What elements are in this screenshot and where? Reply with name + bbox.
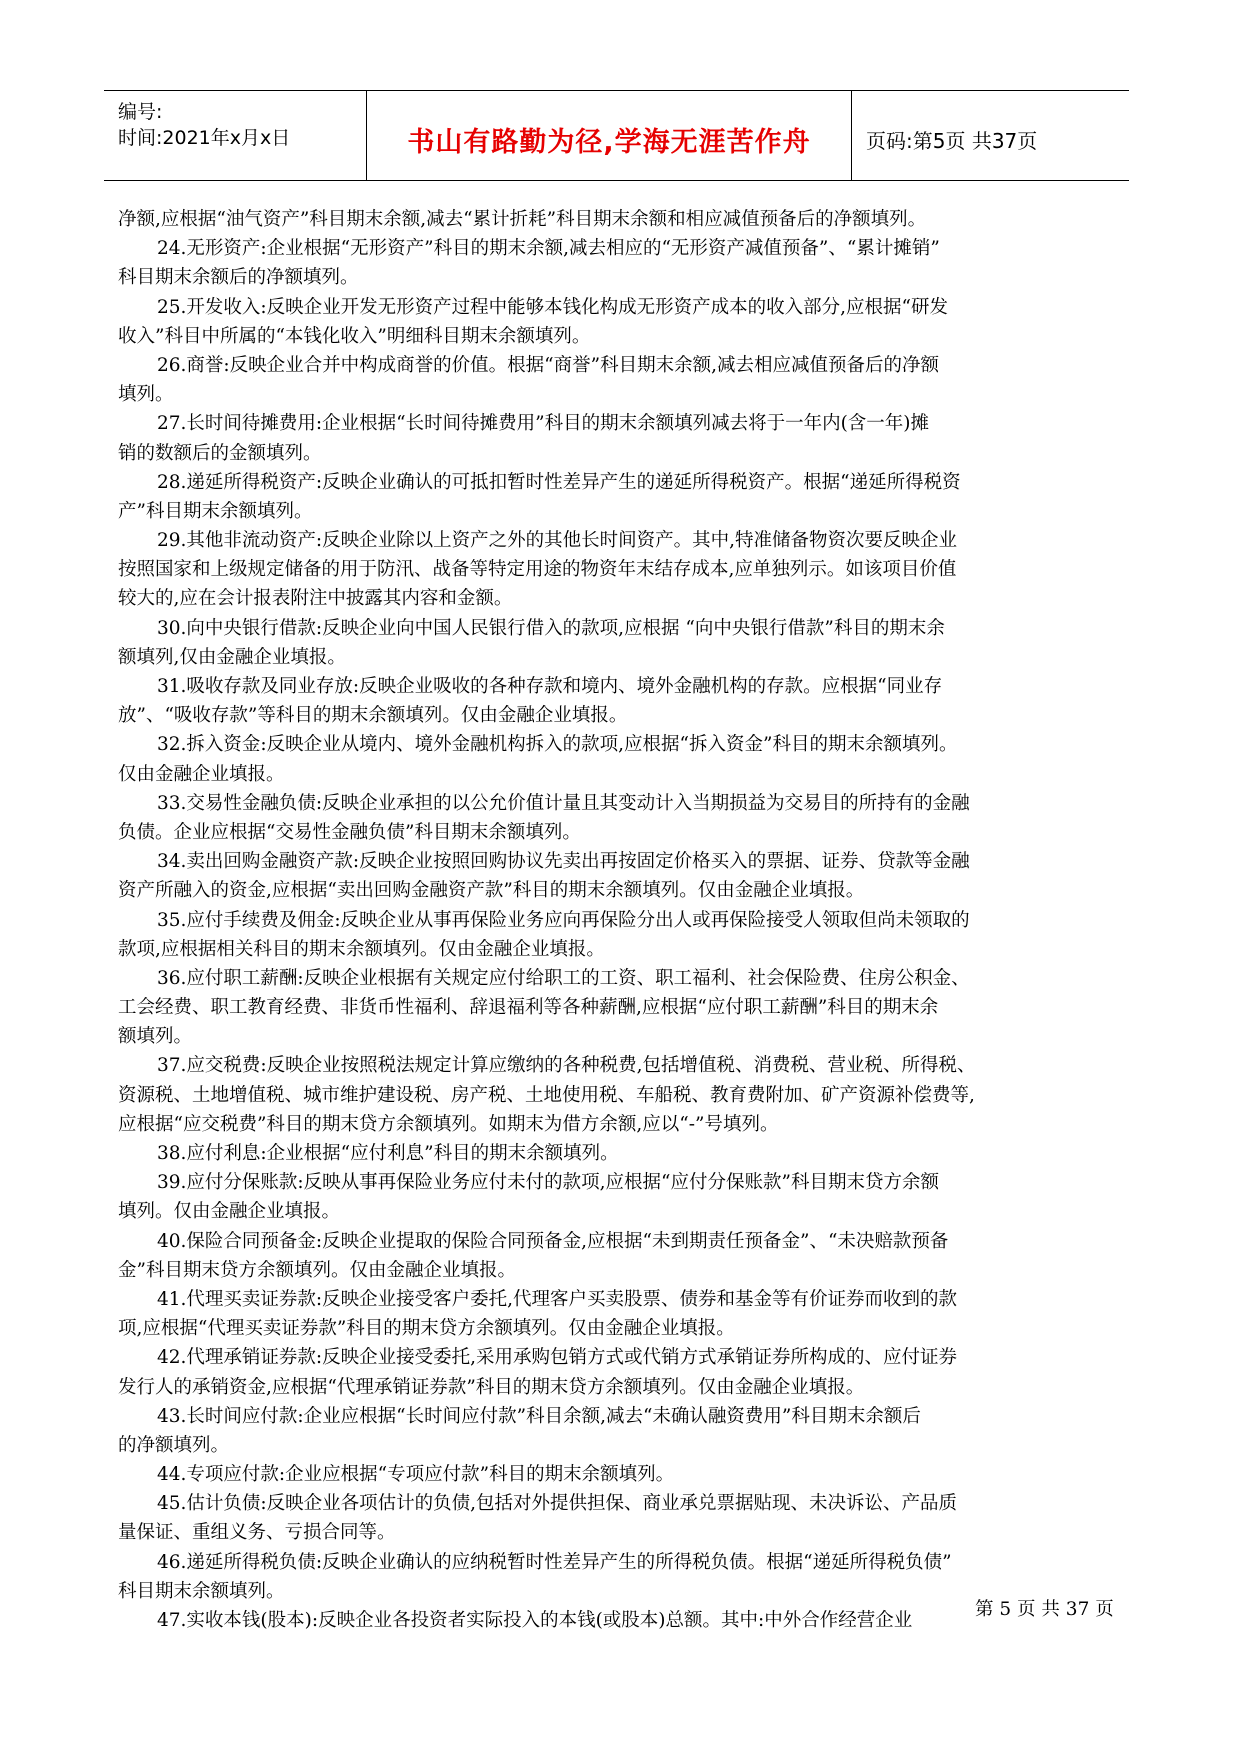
body-text-line: 24.无形资产:企业根据“无形资产”科目的期末余额,减去相应的“无形资产减值预备”、“累计摊销” (157, 238, 940, 260)
body-text-line: 38.应付利息:企业根据“应付利息”科目的期末余额填列。 (157, 1143, 619, 1164)
body-text-line: 26.商誉:反映企业合并中构成商誉的价值。根据“商誉”科目期末余额,减去相应减值预备后的净额 (157, 354, 939, 376)
body-text-line: 34.卖出回购金融资产款:反映企业按照回购协议先卖出再按固定价格买入的票据、证券、贷款等金融 (157, 851, 970, 873)
body-text-line: 发行人的承销资金,应根据“代理承销证券款”科目的期末贷方余额填列。仅由金融企业填报。 (118, 1376, 865, 1398)
page-footer: 第 5 页 共 37 页 (975, 1599, 1114, 1620)
body-text-line: 科目期末余额后的净额填列。 (118, 267, 359, 289)
body-text-line: 41.代理买卖证券款:反映企业接受客户委托,代理客户买卖股票、债券和基金等有价证券而收到的款 (157, 1288, 958, 1310)
body-text-line: 较大的,应在会计报表附注中披露其内容和金额。 (118, 588, 513, 610)
body-text-line: 工会经费、职工教育经费、非货币性福利、辞退福利等各种薪酬,应根据“应付职工薪酬”科目的期末余 (118, 997, 939, 1019)
body-text-line: 仅由金融企业填报。 (118, 763, 285, 785)
body-text-line: 收入”科目中所属的“本钱化收入”明细科目期末余额填列。 (118, 325, 591, 347)
body-text-line: 资源税、土地增值税、城市维护建设税、房产税、土地使用税、车船税、教育费附加、矿产资源补偿费等, (118, 1084, 975, 1106)
body-text-line: 37.应交税费:反映企业按照税法规定计算应缴纳的各种税费,包括增值税、消费税、营业税、所得税、 (157, 1055, 976, 1077)
body-text-line: 28.递延所得税资产:反映企业确认的可抵扣暂时性差异产生的递延所得税资产。根据“递延所得税资 (157, 471, 961, 493)
body-text-line: 31.吸收存款及同业存放:反映企业吸收的各种存款和境内、境外金融机构的存款。应根据“同业存 (157, 676, 943, 697)
header-left-cell (104, 91, 366, 180)
body-text-line: 43.长时间应付款:企业应根据“长时间应付款”科目余额,减去“未确认融资费用”科目期末余额后 (157, 1405, 921, 1427)
header-center-cell (366, 91, 852, 180)
body-text-line: 按照国家和上级规定储备的用于防汛、战备等特定用途的物资年末结存成本,应单独列示。如该项目价值 (118, 559, 957, 581)
header-right-cell (852, 91, 1129, 180)
body-text-line: 额填列,仅由金融企业填报。 (118, 646, 346, 668)
body-text-line: 放”、“吸收存款”等科目的期末余额填列。仅由金融企业填报。 (118, 705, 628, 727)
body-text-line: 的净额填列。 (118, 1434, 230, 1456)
body-text-line: 47.实收本钱(股本):反映企业各投资者实际投入的本钱(或股本)总额。其中:中外合作经营企业 (157, 1610, 913, 1631)
body-text-line: 27.长时间待摊费用:企业根据“长时间待摊费用”科目的期末余额填列减去将于一年内(含一年)摊 (157, 413, 930, 435)
document-header (104, 90, 1129, 181)
body-text-line: 净额,应根据“油气资产”科目期末余额,减去“累计折耗”科目期末余额和相应减值预备后的净额填列。 (118, 209, 927, 230)
body-text-line: 应根据“应交税费”科目的期末贷方余额填列。如期末为借方余额,应以“-”号填列。 (118, 1113, 779, 1135)
header-page-info: 页码:第5页 共37页 (866, 129, 1038, 153)
body-text-line: 40.保险合同预备金:反映企业提取的保险合同预备金,应根据“未到期责任预备金”、“未决赔款预备 (157, 1230, 949, 1252)
body-text-line: 销的数额后的金额填列。 (118, 442, 322, 464)
body-text-line: 39.应付分保账款:反映从事再保险业务应付未付的款项,应根据“应付分保账款”科目期末贷方余额 (157, 1172, 939, 1194)
body-text-line: 36.应付职工薪酬:反映企业根据有关规定应付给职工的工资、职工福利、社会保险费、住房公积金、 (157, 967, 970, 989)
document-time-label: 时间:2021年x月x日 (118, 127, 291, 149)
body-text-line: 填列。仅由金融企业填报。 (118, 1201, 341, 1223)
body-text-line: 量保证、重组义务、亏损合同等。 (118, 1522, 396, 1544)
body-text-line: 45.估计负债:反映企业各项估计的负债,包括对外提供担保、商业承兑票据贴现、未决诉讼、产品质 (157, 1493, 958, 1515)
body-text-line: 29.其他非流动资产:反映企业除以上资产之外的其他长时间资产。其中,特准储备物资次要反映企业 (157, 530, 958, 552)
body-text-line: 填列。 (118, 384, 174, 406)
body-text-line: 44.专项应付款:企业应根据“专项应付款”科目的期末余额填列。 (157, 1464, 675, 1486)
body-text-line: 产”科目期末余额填列。 (118, 500, 313, 522)
body-text-line: 款项,应根据相关科目的期末余额填列。仅由金融企业填报。 (118, 938, 605, 960)
body-text-line: 30.向中央银行借款:反映企业向中国人民银行借入的款项,应根据 “向中央银行借款”科目的期末余 (157, 617, 945, 639)
body-text-line: 32.拆入资金:反映企业从境内、境外金融机构拆入的款项,应根据“拆入资金”科目的期末余额填列。 (157, 734, 958, 756)
body-text-line: 科目期末余额填列。 (118, 1580, 285, 1602)
body-text-line: 项,应根据“代理买卖证券款”科目的期末贷方余额填列。仅由金融企业填报。 (118, 1318, 735, 1340)
header-motto: 书山有路勤为径,学海无涯苦作舟 (407, 127, 811, 158)
document-number-label: 编号: (118, 101, 163, 123)
body-text-line: 25.开发收入:反映企业开发无形资产过程中能够本钱化构成无形资产成本的收入部分,应根据“研发 (157, 296, 948, 318)
body-text-line: 金”科目期末贷方余额填列。仅由金融企业填报。 (118, 1259, 516, 1281)
body-text-line: 额填列。 (118, 1026, 193, 1048)
body-text-line: 35.应付手续费及佣金:反映企业从事再保险业务应向再保险分出人或再保险接受人领取但尚未领取的 (157, 909, 970, 931)
document-body (118, 205, 1124, 1635)
body-text-line: 46.递延所得税负债:反映企业确认的应纳税暂时性差异产生的所得税负债。根据“递延所得税负债” (157, 1551, 952, 1573)
body-text-line: 33.交易性金融负债:反映企业承担的以公允价值计量且其变动计入当期损益为交易目的所持有的金融 (157, 792, 970, 814)
body-text-line: 负债。企业应根据“交易性金融负债”科目期末余额填列。 (118, 821, 581, 843)
body-text-line: 42.代理承销证券款:反映企业接受委托,采用承购包销方式或代销方式承销证券所构成的、应付证券 (157, 1347, 958, 1369)
body-text-line: 资产所融入的资金,应根据“卖出回购金融资产款”科目的期末余额填列。仅由金融企业填报。 (118, 880, 865, 902)
